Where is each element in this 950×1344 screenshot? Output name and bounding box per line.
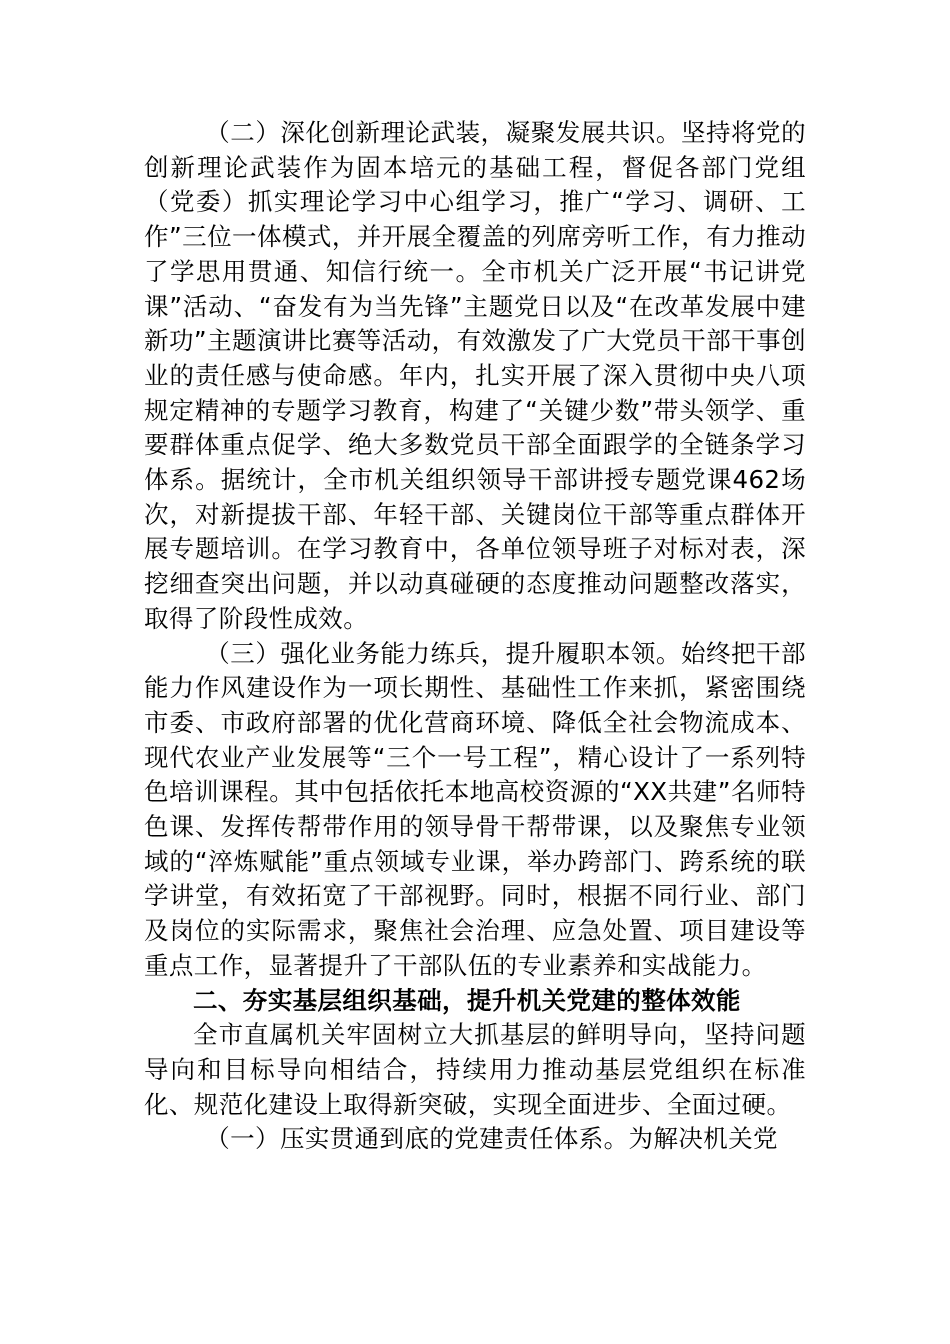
document-body [144, 116, 806, 1157]
section-heading: 二、夯实基层组织基础，提升机关党建的整体效能 [193, 985, 741, 1015]
paragraph-grassroots-intro: 全市直属机关牢固树立大抓基层的鲜明导向，坚持问题导向和目标导向相结合，持续用力推动基层党组织在标准化、规范化建设上取得新突破，实现全面进步、全面过硬。 [144, 1020, 806, 1119]
paragraph-theory-arming: （二）深化创新理论武装，凝聚发展共识。坚持将党的创新理论武装作为固本培元的基础工程，督促各部门党组（党委）抓实理论学习中心组学习，推广“学习、调研、工作”三位一体模式，并开展全覆盖的列席旁听工作，有力推动了学思用贯通、知信行统一。全市机关广泛开展“书记讲党课”活动、“奋发有为当先锋”主题党日以及“在改革发展中建新功”主题演讲比赛等活动，有效激发了广大党员干部干事创业的责任感与使命感。年内，扎实开展了深入贯彻中央八项规定精神的专题学习教育，构建了“关键少数”带头领学、重要群体重点促学、绝大多数党员干部全面跟学的全链条学习体系。据统计，全市机关组织领导干部讲授专题党课462场次，对新提拔干部、年轻干部、关键岗位干部等重点群体开展专题培训。在学习教育中，各单位领导班子对标对表，深挖细查突出问题，并以动真碰硬的态度推动问题整改落实，取得了阶段性成效。 [144, 118, 806, 633]
paragraph-responsibility-system: （一）压实贯通到底的党建责任体系。为解决机关党 [205, 1124, 778, 1154]
paragraph-capability-training: （三）强化业务能力练兵，提升履职本领。始终把干部能力作风建设作为一项长期性、基础性工作来抓，紧密围绕市委、市政府部署的优化营商环境、降低全社会物流成本、现代农业产业发展等“三个一号工程”，精心设计了一系列特色培训课程。其中包括依托本地高校资源的“XX共建”名师特色课、发挥传帮带作用的领导骨干帮带课，以及聚焦专业领域的“淬炼赋能”重点领域专业课，举办跨部门、跨系统的联学讲堂，有效拓宽了干部视野。同时，根据不同行业、部门及岗位的实际需求，聚焦社会治理、应急处置、项目建设等重点工作，显著提升了干部队伍的专业素养和实战能力。 [144, 638, 806, 980]
